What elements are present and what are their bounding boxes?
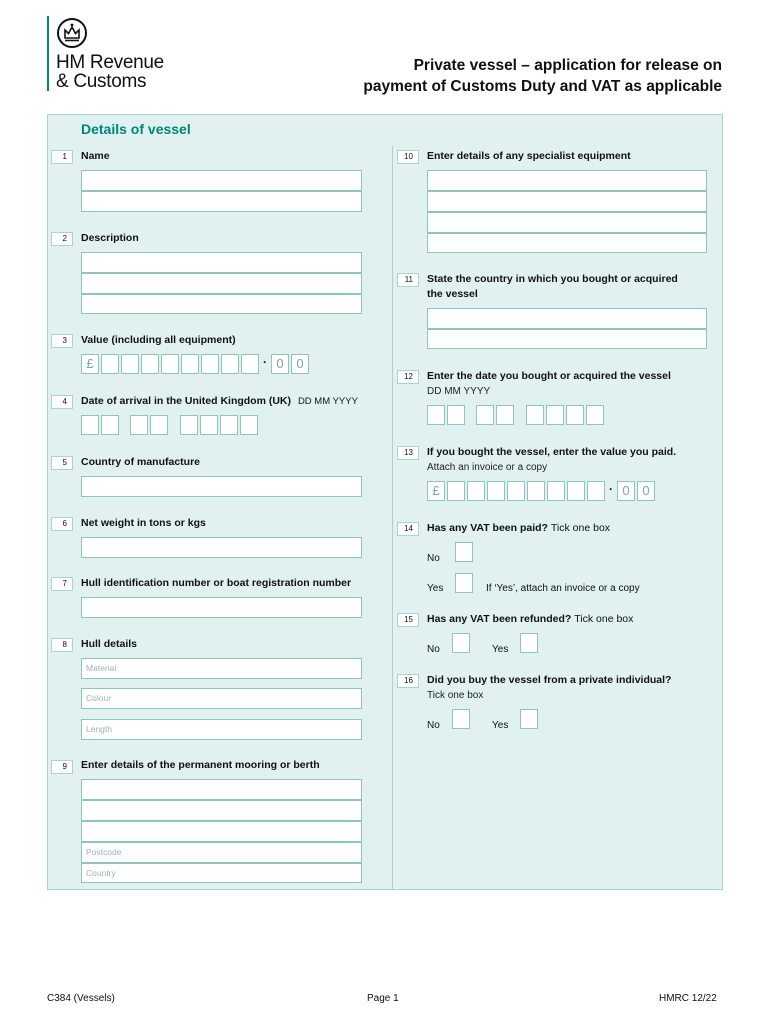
q6-label: Net weight in tons or kgs (81, 517, 206, 529)
private-seller-yes-checkbox[interactable] (520, 709, 538, 729)
q13-label: If you bought the vessel, enter the value you paid. (427, 446, 677, 458)
description-input-line1[interactable] (81, 252, 362, 273)
arrival-year-box[interactable] (240, 415, 258, 435)
arrival-year-box[interactable] (200, 415, 218, 435)
paid-digit-box[interactable] (587, 481, 605, 501)
org-name-line1: HM Revenue (56, 52, 164, 73)
name-input-line1[interactable] (81, 170, 362, 191)
value-digit-box[interactable] (141, 354, 159, 374)
q12-date-format: DD MM YYYY (427, 386, 491, 397)
value-digit-box[interactable] (161, 354, 179, 374)
hull-material-input[interactable]: Material (81, 658, 362, 679)
net-weight-input[interactable] (81, 537, 362, 558)
vat-paid-no-checkbox[interactable] (455, 542, 473, 562)
decimal-point: · (263, 355, 267, 369)
country-bought-input-line1[interactable] (427, 308, 707, 329)
form-title (302, 55, 722, 97)
page-number: Page 1 (367, 993, 399, 1004)
q16-yes-label: Yes (492, 720, 509, 731)
question-number-8: 8 (51, 638, 73, 652)
value-digit-box[interactable] (241, 354, 259, 374)
question-number-14: 14 (397, 522, 419, 536)
royal-crest-icon (56, 16, 88, 50)
paid-digit-box[interactable] (567, 481, 585, 501)
pence-digit-box[interactable]: 0 (637, 481, 655, 501)
q16-label: Did you buy the vessel from a private individual? (427, 674, 672, 686)
currency-symbol-box: £ (81, 354, 99, 374)
pence-digit-box[interactable]: 0 (617, 481, 635, 501)
arrival-month-box[interactable] (130, 415, 148, 435)
decimal-point: · (609, 482, 613, 496)
column-divider (392, 146, 393, 890)
value-digit-box[interactable] (201, 354, 219, 374)
q8-label: Hull details (81, 638, 138, 650)
q15-label (427, 612, 633, 627)
question-number-1: 1 (51, 150, 73, 164)
question-number-2: 2 (51, 232, 73, 246)
form-version: HMRC 12/22 (659, 993, 717, 1004)
question-number-16: 16 (397, 674, 419, 688)
hull-colour-input[interactable]: Colour (81, 688, 362, 709)
q7-label: Hull identification number or boat registration number (81, 577, 352, 589)
q11-label-line2: the vessel (427, 288, 478, 300)
paid-digit-box[interactable] (507, 481, 525, 501)
value-digit-box[interactable] (101, 354, 119, 374)
country-of-manufacture-input[interactable] (81, 476, 362, 497)
question-number-4: 4 (51, 395, 73, 409)
bought-month-box[interactable] (496, 405, 514, 425)
paid-digit-box[interactable] (467, 481, 485, 501)
vat-paid-yes-checkbox[interactable] (455, 573, 473, 593)
paid-digit-box[interactable] (547, 481, 565, 501)
question-number-5: 5 (51, 456, 73, 470)
arrival-month-box[interactable] (150, 415, 168, 435)
organisation-name (56, 53, 164, 91)
value-digit-box[interactable] (181, 354, 199, 374)
q4-date-format: DD MM YYYY (297, 396, 358, 407)
q4-label-text: Date of arrival in the United Kingdom (UK) (81, 395, 292, 407)
mooring-address-line3[interactable] (81, 821, 362, 842)
q3-label: Value (including all equipment) (81, 334, 236, 346)
q11-label (427, 272, 678, 302)
q13-sub: Attach an invoice or a copy (427, 462, 548, 473)
section-title: Details of vessel (81, 121, 191, 137)
form-title-line2: payment of Customs Duty and VAT as applicable (363, 78, 722, 95)
equipment-input-line4[interactable] (427, 233, 707, 253)
name-input-line2[interactable] (81, 191, 362, 212)
q14-label-text: Has any VAT been paid? (427, 522, 548, 534)
bought-year-box[interactable] (546, 405, 564, 425)
q12-label: Enter the date you bought or acquired the vessel (427, 370, 671, 382)
paid-digit-box[interactable] (487, 481, 505, 501)
bought-day-box[interactable] (447, 405, 465, 425)
question-number-15: 15 (397, 613, 419, 627)
pence-digit-box[interactable]: 0 (291, 354, 309, 374)
q14-yes-note: If ‘Yes’, attach an invoice or a copy (486, 583, 640, 594)
org-name-line2: & Customs (56, 71, 147, 92)
paid-digit-box[interactable] (447, 481, 465, 501)
form-reference: C384 (Vessels) (47, 993, 115, 1004)
bought-year-box[interactable] (526, 405, 544, 425)
equipment-input-line3[interactable] (427, 212, 707, 233)
q14-label (427, 521, 610, 536)
arrival-year-box[interactable] (220, 415, 238, 435)
logo-accent-bar (47, 16, 49, 91)
currency-symbol-box: £ (427, 481, 445, 501)
q4-label (81, 394, 358, 409)
question-number-3: 3 (51, 334, 73, 348)
bought-month-box[interactable] (476, 405, 494, 425)
q14-yes-label: Yes (427, 583, 444, 594)
mooring-address-line2[interactable] (81, 800, 362, 821)
question-number-6: 6 (51, 517, 73, 531)
question-number-10: 10 (397, 150, 419, 164)
q1-label: Name (81, 150, 110, 162)
description-input-line3[interactable] (81, 294, 362, 314)
mooring-country-input[interactable]: Country (81, 863, 362, 883)
hull-length-input[interactable]: Length (81, 719, 362, 740)
question-number-12: 12 (397, 370, 419, 384)
equipment-input-line1[interactable] (427, 170, 707, 191)
q9-label: Enter details of the permanent mooring or berth (81, 759, 320, 771)
country-bought-input-line2[interactable] (427, 329, 707, 349)
q5-label: Country of manufacture (81, 456, 201, 468)
description-input-line2[interactable] (81, 273, 362, 294)
q14-tick-hint: Tick one box (550, 522, 611, 534)
question-number-11: 11 (397, 273, 419, 287)
question-number-9: 9 (51, 760, 73, 774)
paid-digit-box[interactable] (527, 481, 545, 501)
q15-tick-hint: Tick one box (574, 613, 634, 625)
arrival-year-box[interactable] (180, 415, 198, 435)
bought-year-box[interactable] (566, 405, 584, 425)
question-number-7: 7 (51, 577, 73, 591)
bought-day-box[interactable] (427, 405, 445, 425)
q15-no-label: No (427, 644, 440, 655)
arrival-day-box[interactable] (81, 415, 99, 435)
vat-refunded-yes-checkbox[interactable] (520, 633, 538, 653)
mooring-address-line1[interactable] (81, 779, 362, 800)
q16-sub: Tick one box (427, 690, 484, 701)
question-number-13: 13 (397, 446, 419, 460)
mooring-postcode-input[interactable]: Postcode (81, 842, 362, 863)
form-title-line1: Private vessel – application for release on (413, 57, 722, 74)
bought-year-box[interactable] (586, 405, 604, 425)
value-digit-box[interactable] (221, 354, 239, 374)
q2-label: Description (81, 232, 139, 244)
pence-digit-box[interactable]: 0 (271, 354, 289, 374)
q16-no-label: No (427, 720, 440, 731)
q15-label-text: Has any VAT been refunded? (427, 613, 572, 625)
q11-label-line1: State the country in which you bought or acquired (427, 273, 678, 285)
q15-yes-label: Yes (492, 644, 509, 655)
private-seller-no-checkbox[interactable] (452, 709, 470, 729)
q14-no-label: No (427, 553, 440, 564)
hull-id-input[interactable] (81, 597, 362, 618)
value-digit-box[interactable] (121, 354, 139, 374)
equipment-input-line2[interactable] (427, 191, 707, 212)
arrival-day-box[interactable] (101, 415, 119, 435)
q10-label: Enter details of any specialist equipment (427, 150, 631, 162)
vat-refunded-no-checkbox[interactable] (452, 633, 470, 653)
